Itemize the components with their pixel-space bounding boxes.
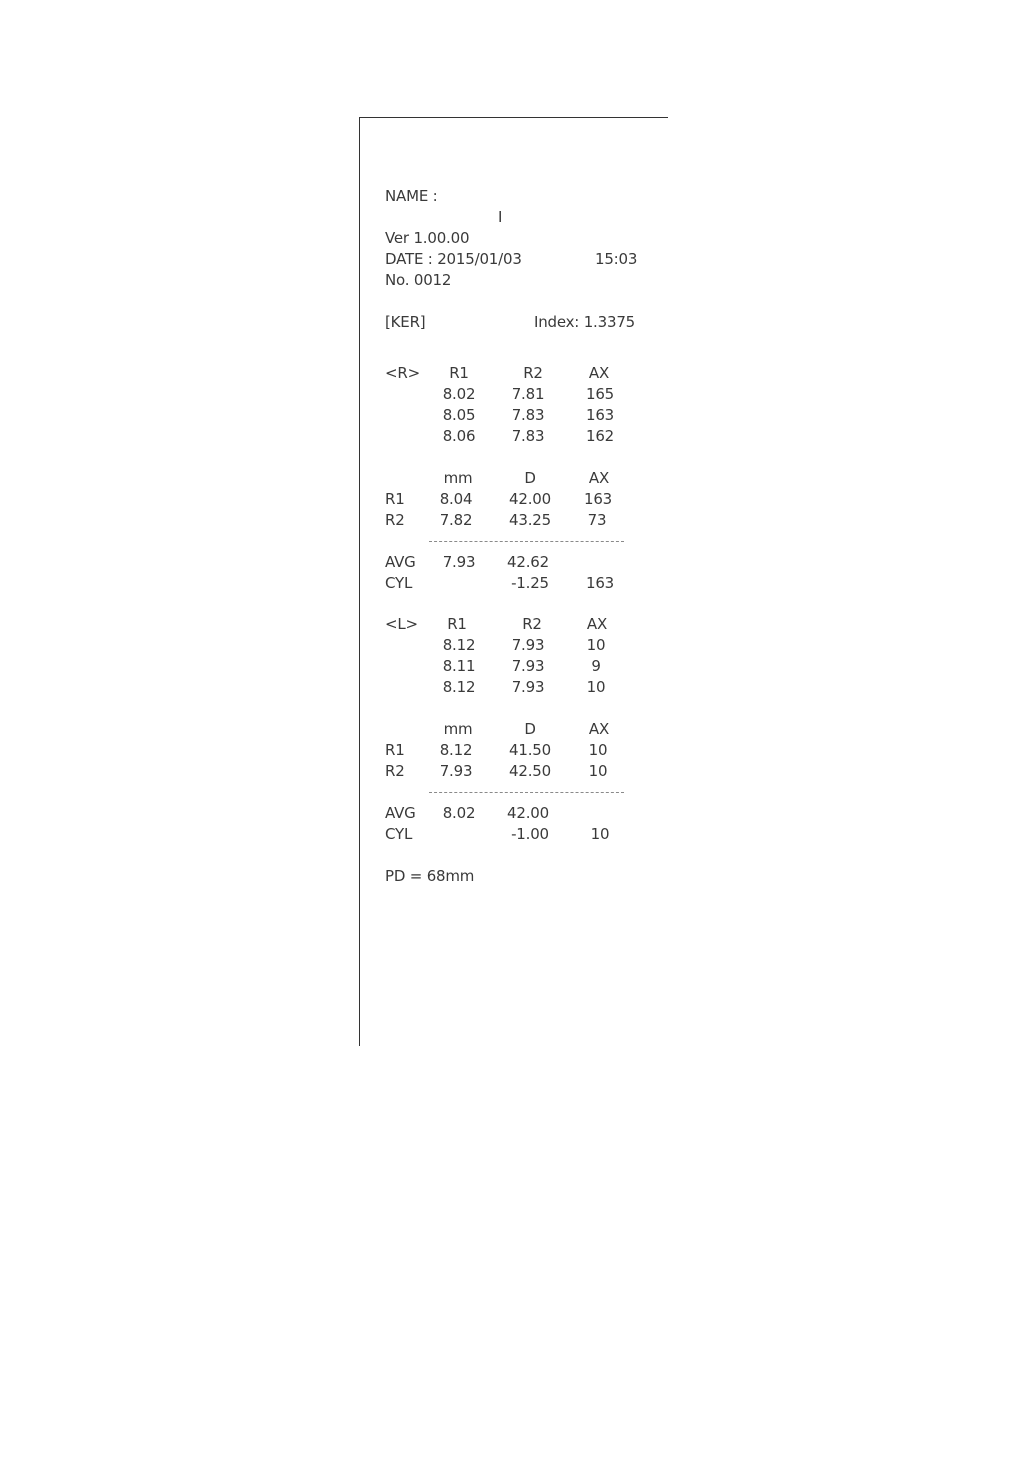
pupillary-distance: PD = 68mm xyxy=(385,867,475,885)
reading-ax: 10 xyxy=(586,636,606,654)
reading-r1: 8.06 xyxy=(442,427,476,445)
col-header-mm: mm xyxy=(443,469,473,487)
reading-ax: 9 xyxy=(591,657,601,675)
reading-r1: 8.05 xyxy=(442,406,476,424)
r1-mm: 8.12 xyxy=(439,741,473,759)
cyl-label: CYL xyxy=(385,825,413,843)
reading-ax: 162 xyxy=(585,427,615,445)
r1-label: R1 xyxy=(385,490,405,508)
col-header-mm: mm xyxy=(443,720,473,738)
r2-diopter: 43.25 xyxy=(509,511,551,529)
avg-label: AVG xyxy=(385,804,416,822)
reading-r1: 8.12 xyxy=(442,678,476,696)
r2-label: R2 xyxy=(385,511,405,529)
record-number: No. 0012 xyxy=(385,271,452,289)
r1-axis: 10 xyxy=(588,741,608,759)
cyl-axis: 10 xyxy=(590,825,610,843)
r1-diopter: 41.50 xyxy=(509,741,551,759)
col-header-r2: R2 xyxy=(523,364,543,382)
printout-left-border xyxy=(359,117,360,1046)
r2-axis: 73 xyxy=(587,511,607,529)
left-eye-tag: <L> xyxy=(385,615,418,633)
reading-r1: 8.12 xyxy=(442,636,476,654)
time-text: 15:03 xyxy=(595,250,638,268)
r2-mm: 7.93 xyxy=(439,762,473,780)
separator-line xyxy=(429,792,624,793)
r2-label: R2 xyxy=(385,762,405,780)
r2-diopter: 42.50 xyxy=(509,762,551,780)
r2-mm: 7.82 xyxy=(439,511,473,529)
reading-ax: 163 xyxy=(585,406,615,424)
name-label: NAME : xyxy=(385,187,438,205)
avg-diopter: 42.00 xyxy=(507,804,549,822)
cyl-axis: 163 xyxy=(585,574,615,592)
reading-ax: 10 xyxy=(586,678,606,696)
r1-label: R1 xyxy=(385,741,405,759)
col-header-ax: AX xyxy=(586,615,608,633)
r2-axis: 10 xyxy=(588,762,608,780)
avg-mm: 8.02 xyxy=(442,804,476,822)
cyl-diopter: -1.00 xyxy=(511,825,549,843)
avg-mm: 7.93 xyxy=(442,553,476,571)
col-header-r1: R1 xyxy=(447,615,467,633)
name-value: I xyxy=(498,208,503,226)
right-eye-tag: <R> xyxy=(385,364,420,382)
version-text: Ver 1.00.00 xyxy=(385,229,470,247)
col-header-d: D xyxy=(524,720,536,738)
reading-r2: 7.83 xyxy=(511,427,545,445)
separator-line xyxy=(429,541,624,542)
r1-diopter: 42.00 xyxy=(509,490,551,508)
col-header-ax: AX xyxy=(588,469,610,487)
printout-top-border xyxy=(359,117,668,118)
reading-r2: 7.93 xyxy=(511,678,545,696)
date-text: DATE : 2015/01/03 xyxy=(385,250,522,268)
reading-r1: 8.02 xyxy=(442,385,476,403)
col-header-d: D xyxy=(524,469,536,487)
reading-r1: 8.11 xyxy=(442,657,476,675)
col-header-r2: R2 xyxy=(522,615,542,633)
ker-label: [KER] xyxy=(385,313,426,331)
col-header-r1: R1 xyxy=(449,364,469,382)
index-text: Index: 1.3375 xyxy=(534,313,636,331)
col-header-ax: AX xyxy=(588,364,610,382)
reading-ax: 165 xyxy=(585,385,615,403)
reading-r2: 7.83 xyxy=(511,406,545,424)
r1-axis: 163 xyxy=(583,490,613,508)
cyl-label: CYL xyxy=(385,574,413,592)
reading-r2: 7.93 xyxy=(511,636,545,654)
r1-mm: 8.04 xyxy=(439,490,473,508)
avg-diopter: 42.62 xyxy=(507,553,549,571)
avg-label: AVG xyxy=(385,553,416,571)
reading-r2: 7.81 xyxy=(511,385,545,403)
cyl-diopter: -1.25 xyxy=(511,574,549,592)
col-header-ax: AX xyxy=(588,720,610,738)
reading-r2: 7.93 xyxy=(511,657,545,675)
